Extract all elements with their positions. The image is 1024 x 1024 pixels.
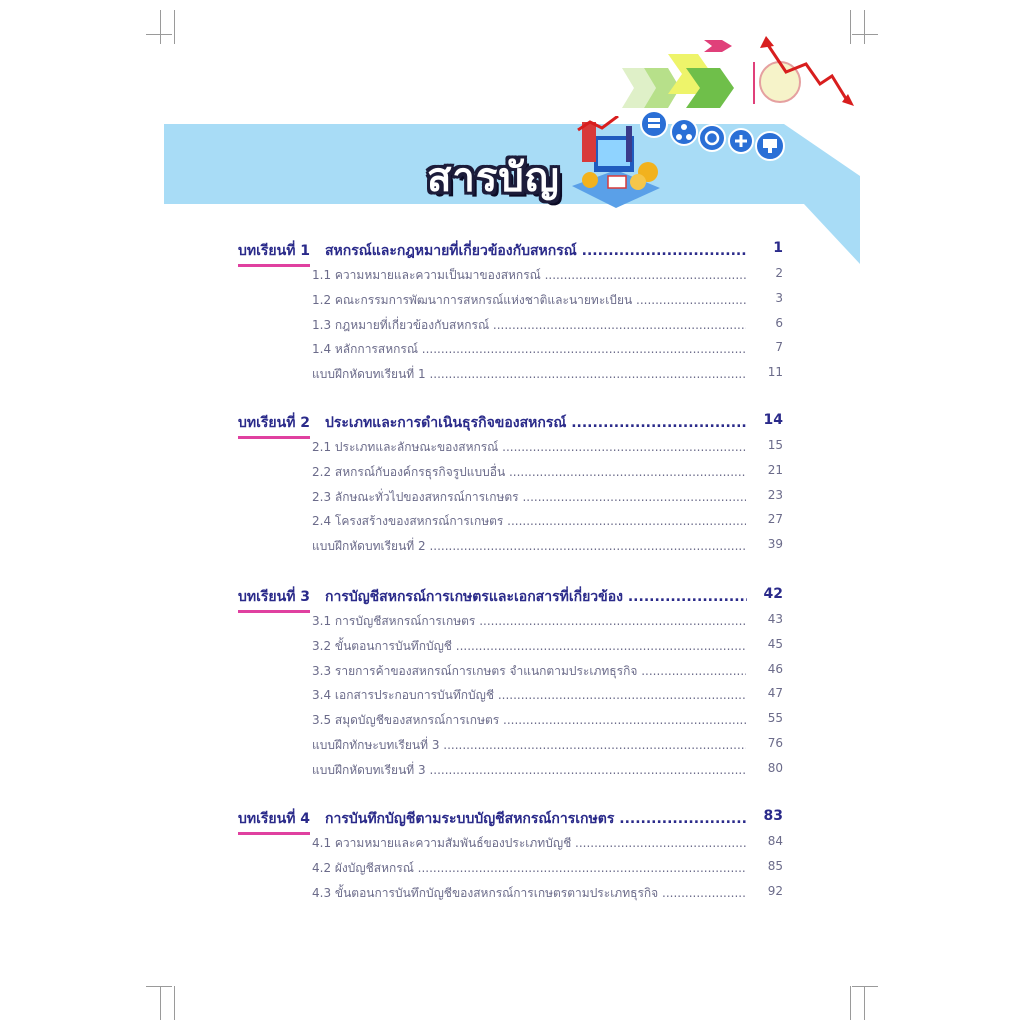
crop-mark: [146, 34, 172, 35]
toc-item[interactable]: [312, 291, 784, 311]
toc-item-title: 2.4 โครงสร้างของสหกรณ์การเกษตร .....: [312, 512, 746, 531]
chapter-row[interactable]: [238, 808, 786, 832]
chapter-row[interactable]: [238, 240, 786, 264]
toc-item-title: 3.3 รายการค้าของสหกรณ์การเกษตร จำแนกตามประเภทธุรกิจ .....: [312, 662, 746, 681]
toc-item-title: 2.2 สหกรณ์กับองค์กรธุรกิจรูปแบบอื่น .....: [312, 463, 746, 482]
toc-item-page-number: 21: [767, 462, 783, 477]
toc-item-title: 3.2 ขั้นตอนการบันทึกบัญชี .....: [312, 637, 746, 656]
toc-item-page-number: 39: [767, 537, 783, 552]
toc-item-title: 3.4 เอกสารประกอบการบันทึกบัญชี .....: [312, 686, 746, 705]
toc-item[interactable]: [312, 512, 784, 532]
toc-item[interactable]: [312, 463, 784, 483]
toc-item-page-number: 15: [767, 438, 783, 452]
toc-item-page-number: 47: [767, 686, 783, 701]
toc-item-title: 4.3 ขั้นตอนการบันทึกบัญชีของสหกรณ์การเกษตรตามประเภทธุรกิจ .....: [312, 884, 746, 903]
chapter-row[interactable]: [238, 412, 786, 436]
toc-item-title: แบบฝึกหัดบทเรียนที่ 3 .....: [312, 761, 746, 780]
toc-item[interactable]: [312, 662, 784, 682]
chapter-row[interactable]: [238, 586, 786, 610]
toc-item[interactable]: [312, 340, 784, 360]
network-icon: [670, 118, 698, 146]
toc-item[interactable]: [312, 612, 784, 632]
toc-item[interactable]: [312, 859, 784, 879]
toc-item-title: แบบฝึกทักษะบทเรียนที่ 3 .....: [312, 736, 746, 755]
toc-item-title: แบบฝึกหัดบทเรียนที่ 1 .....: [312, 365, 746, 384]
toc-item[interactable]: [312, 834, 784, 854]
toc-item-page-number: 43: [767, 612, 783, 626]
crop-mark: [160, 10, 161, 44]
toc-item-title: 2.1 ประเภทและลักษณะของสหกรณ์ .....: [312, 438, 746, 457]
crop-mark: [174, 10, 175, 44]
toc-item-page-number: 46: [767, 661, 783, 676]
crop-mark: [864, 10, 865, 44]
toc-item[interactable]: [312, 884, 784, 904]
finance-illustration: [568, 116, 664, 208]
toc-item-title: 1.3 กฎหมายที่เกี่ยวข้องกับสหกรณ์ .....: [312, 316, 746, 335]
crop-mark: [864, 986, 865, 1020]
toc-item[interactable]: [312, 761, 784, 781]
chapter-label: บทเรียนที่ 3: [238, 586, 310, 613]
chapter-page-number: 14: [763, 412, 783, 428]
toc-item-page-number: 45: [767, 636, 783, 651]
toc-item[interactable]: [312, 316, 784, 336]
page-title: สารบัญ: [427, 155, 560, 201]
arrow-chevrons-icon: [622, 40, 757, 110]
toc-item-page-number: 3: [775, 290, 783, 305]
toc-item-page-number: 2: [775, 266, 783, 280]
toc-item[interactable]: [312, 736, 784, 756]
toc-item-page-number: 92: [767, 883, 783, 898]
toc-item-page-number: 23: [767, 487, 783, 502]
toc-item-title: 1.4 หลักการสหกรณ์ .....: [312, 340, 746, 359]
toc-item-page-number: 84: [767, 834, 783, 848]
toc-item[interactable]: [312, 488, 784, 508]
toc-item-page-number: 11: [767, 365, 783, 380]
toc-item[interactable]: [312, 637, 784, 657]
toc-item[interactable]: [312, 438, 784, 458]
crop-mark: [174, 986, 175, 1020]
chapter-title: การบันทึกบัญชีตามระบบบัญชีสหกรณ์การเกษตร .....: [325, 808, 747, 830]
chapter-title: ประเภทและการดำเนินธุรกิจของสหกรณ์ .....: [325, 412, 747, 434]
toc-item-title: 4.2 ผังบัญชีสหกรณ์ .....: [312, 859, 746, 878]
toc-item-title: แบบฝึกหัดบทเรียนที่ 2 .....: [312, 537, 746, 556]
toc-item-page-number: 55: [767, 711, 783, 726]
toc-item[interactable]: [312, 365, 784, 385]
chapter-label: บทเรียนที่ 4: [238, 808, 310, 835]
toc-item-page-number: 6: [775, 315, 783, 330]
crop-mark: [146, 986, 172, 987]
toc-item-title: 1.2 คณะกรรมการพัฒนาการสหกรณ์แห่งชาติและนายทะเบียน .....: [312, 291, 746, 310]
toc-item-page-number: 80: [767, 760, 783, 775]
trend-arrow-icon: [760, 36, 854, 108]
crop-mark: [852, 34, 878, 35]
crop-mark: [850, 986, 851, 1020]
chapter-label: บทเรียนที่ 2: [238, 412, 310, 439]
crop-mark: [852, 986, 878, 987]
toc-item-page-number: 85: [767, 858, 783, 873]
chapter-page-number: 1: [773, 240, 783, 256]
chapter-title: การบัญชีสหกรณ์การเกษตรและเอกสารที่เกี่ยวข้อง .....: [325, 586, 747, 608]
toc-item-page-number: 7: [775, 340, 783, 355]
chapter-title: สหกรณ์และกฎหมายที่เกี่ยวข้องกับสหกรณ์ .....: [325, 240, 747, 262]
toc-item-title: 4.1 ความหมายและความสัมพันธ์ของประเภทบัญชี .....: [312, 834, 746, 853]
toc-item[interactable]: [312, 537, 784, 557]
presenter-icon: [755, 131, 785, 161]
toc-item[interactable]: [312, 266, 784, 286]
toc-item-title: 1.1 ความหมายและความเป็นมาของสหกรณ์ .....: [312, 266, 746, 285]
toc-item[interactable]: [312, 686, 784, 706]
toc-item[interactable]: [312, 711, 784, 731]
toc-item-title: 3.1 การบัญชีสหกรณ์การเกษตร .....: [312, 612, 746, 631]
chapter-label: บทเรียนที่ 1: [238, 240, 310, 267]
plus-icon: [728, 128, 754, 154]
toc-item-page-number: 27: [767, 512, 783, 527]
chapter-page-number: 83: [763, 808, 783, 824]
refresh-icon: [698, 124, 726, 152]
toc-item-title: 3.5 สมุดบัญชีของสหกรณ์การเกษตร .....: [312, 711, 746, 730]
chapter-page-number: 42: [763, 586, 783, 602]
toc-item-title: 2.3 ลักษณะทั่วไปของสหกรณ์การเกษตร .....: [312, 488, 746, 507]
crop-mark: [160, 986, 161, 1020]
toc-item-page-number: 76: [767, 736, 783, 750]
